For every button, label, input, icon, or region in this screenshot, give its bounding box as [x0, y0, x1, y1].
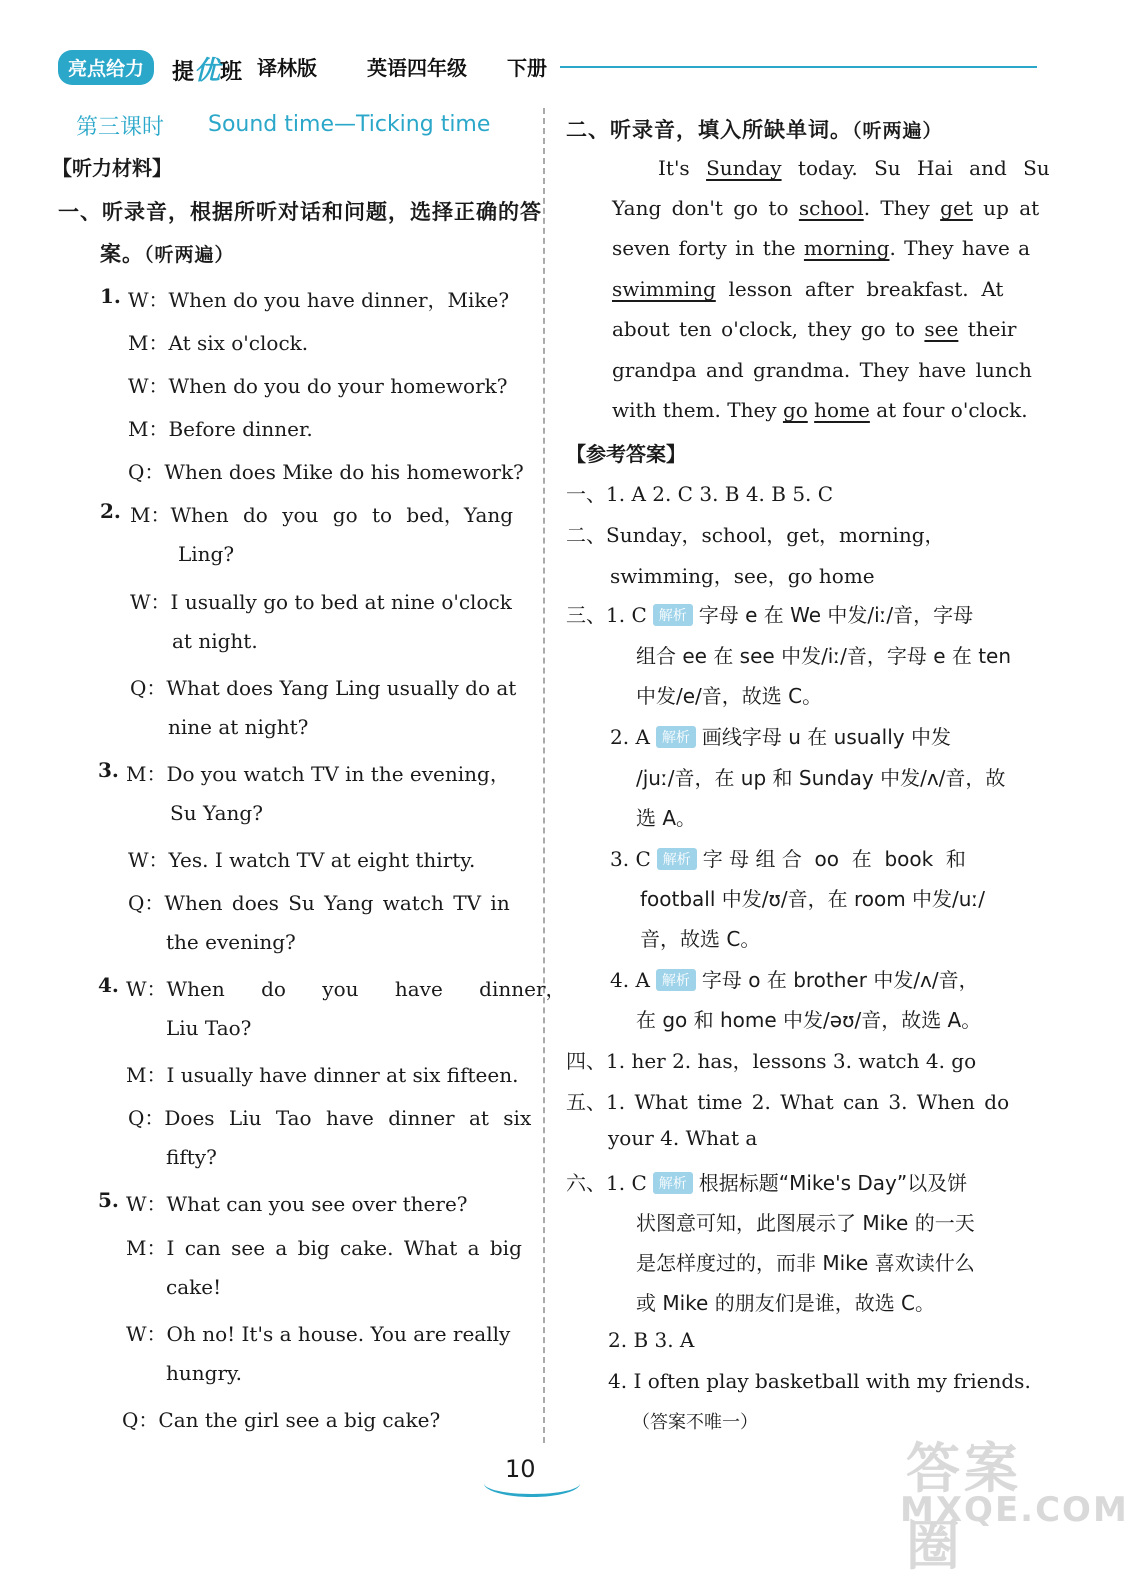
answer-section-1: 一、1. A 2. C 3. B 4. B 5. C: [566, 482, 834, 506]
material-heading: 【听力材料】: [52, 156, 172, 180]
answer-6-2: 2. B 3. A: [608, 1328, 695, 1352]
passage-line: It's Sunday today. Su Hai and Su: [658, 156, 1050, 180]
dialogue-line: W：When do you have dinner，: [126, 977, 566, 1001]
dialogue-line: M：I usually have dinner at six fifteen.: [126, 1063, 519, 1087]
dialogue-question: Q：When does Su Yang watch TV in: [128, 891, 510, 915]
answer-note: （答案不唯一）: [632, 1412, 758, 1433]
answer-6-4: 4. I often play basketball with my friends.: [608, 1369, 1031, 1393]
dialogue-number: 5.: [98, 1188, 119, 1212]
analysis-badge: 解析: [657, 848, 697, 870]
passage-line: grandpa and grandma. They have lunch: [612, 358, 1032, 382]
analysis-text: 或 Mike 的朋友们是谁，故选 C。: [636, 1291, 936, 1315]
answers-heading: 【参考答案】: [566, 442, 686, 466]
series-name: 提优班: [172, 56, 243, 86]
answer-3-1: 三、1. C 解析 字母 e 在 We 中发/iː/音，字母: [566, 603, 974, 627]
analysis-badge: 解析: [656, 969, 696, 991]
answer-section-4: 四、1. her 2. has，lessons 3. watch 4. go: [566, 1049, 977, 1073]
analysis-text: 选 A。: [636, 806, 697, 830]
edition: 译林版: [257, 56, 317, 80]
lesson-title: Sound time—Ticking time: [208, 112, 491, 137]
dialogue-line: W：When do you have dinner，Mike?: [128, 288, 510, 312]
dialogue-question: nine at night?: [168, 715, 309, 739]
analysis-badge: 解析: [656, 726, 696, 748]
dialogue-number: 4.: [98, 973, 119, 997]
subject: 英语四年级: [367, 56, 467, 80]
dialogue-line: M：I can see a big cake. What a big: [126, 1236, 522, 1260]
q2-heading: 二、听录音，填入所缺单词。（听两遍）: [566, 118, 943, 142]
q1-heading-cont: 案。（听两遍）: [100, 242, 235, 266]
analysis-text: 是怎样度过的，而非 Mike 喜欢读什么: [636, 1251, 975, 1275]
dialogue-number: 3.: [98, 758, 119, 782]
dialogue-line: W：What can you see over there?: [126, 1192, 468, 1216]
dialogue-line: M：Before dinner.: [128, 417, 313, 441]
analysis-text: /juː/音，在 up 和 Sunday 中发/ʌ/音，故: [636, 766, 1006, 790]
analysis-text: 音，故选 C。: [640, 927, 761, 951]
dialogue-question: the evening?: [166, 930, 296, 954]
dialogue-line: Su Yang?: [170, 801, 263, 825]
dialogue-question: Q：What does Yang Ling usually do at: [130, 676, 517, 700]
answer-3-4: 4. A 解析 字母 o 在 brother 中发/ʌ/音，: [610, 968, 979, 992]
answer-6-1: 六、1. C 解析 根据标题“Mike's Day”以及饼: [566, 1171, 968, 1195]
dialogue-line: Liu Tao?: [166, 1016, 252, 1040]
column-divider: [543, 108, 545, 1443]
answer-section-5-cont: your 4. What a: [608, 1126, 758, 1150]
analysis-badge: 解析: [653, 604, 693, 626]
analysis-text: 组合 ee 在 see 中发/iː/音，字母 e 在 ten: [636, 644, 1012, 668]
dialogue-line: W：I usually go to bed at nine o'clock: [130, 590, 512, 614]
dialogue-question: fifty?: [166, 1145, 217, 1169]
dialogue-line: W：When do you do your homework?: [128, 374, 508, 398]
brand-logo: 亮点给力: [58, 50, 154, 85]
dialogue-question: Q：Can the girl see a big cake?: [122, 1408, 441, 1432]
volume: 下册: [507, 56, 547, 80]
dialogue-line: Ling?: [178, 542, 235, 566]
dialogue-question: Q：When does Mike do his homework?: [128, 460, 524, 484]
analysis-text: 中发/e/音，故选 C。: [636, 684, 823, 708]
dialogue-question: Q：Does Liu Tao have dinner at six: [128, 1106, 532, 1130]
dialogue-line: hungry.: [166, 1361, 243, 1385]
header-rule: [560, 66, 1037, 68]
passage-line: Yang don't go to school. They get up at: [612, 196, 1040, 220]
dialogue-line: M：When do you go to bed，Yang: [130, 503, 514, 527]
dialogue-line: M：At six o'clock.: [128, 331, 309, 355]
dialogue-line: at night.: [172, 629, 258, 653]
analysis-text: 在 go 和 home 中发/əʊ/音，故选 A。: [636, 1008, 982, 1032]
analysis-badge: 解析: [653, 1172, 693, 1194]
answer-section-2-cont: swimming，see，go home: [610, 564, 875, 588]
passage-line: with them. They go home at four o'clock.: [612, 398, 1028, 422]
answer-section-5: 五、1. What time 2. What can 3. When do: [566, 1090, 1010, 1114]
passage-line: seven forty in the morning. They have a: [612, 236, 1031, 260]
passage-line: about ten o'clock, they go to see their: [612, 317, 1017, 341]
watermark-url: MXQE.COM: [900, 1490, 1129, 1530]
q1-heading: 一、听录音，根据所听对话和问题，选择正确的答: [58, 200, 542, 224]
dialogue-line: M：Do you watch TV in the evening，: [126, 762, 510, 786]
page-header: [52, 48, 1037, 84]
answer-section-2: 二、Sunday，school，get，morning，: [566, 523, 945, 547]
passage-line: swimming lesson after breakfast. At: [612, 277, 1004, 301]
answer-3-2: 2. A 解析 画线字母 u 在 usually 中发: [610, 725, 951, 749]
dialogue-number: 2.: [100, 499, 121, 523]
dialogue-line: cake!: [166, 1275, 222, 1299]
analysis-text: 状图意可知，此图展示了 Mike 的一天: [636, 1211, 975, 1235]
lesson-label: 第三课时: [76, 115, 165, 140]
dialogue-line: W：Yes. I watch TV at eight thirty.: [128, 848, 476, 872]
answer-3-3: 3. C 解析 字 母 组 合 oo 在 book 和: [610, 847, 966, 871]
watermark: 答案圈: [906, 1437, 1022, 1577]
page-number: 10: [505, 1455, 536, 1483]
dialogue-line: W：Oh no! It's a house. You are really: [126, 1322, 511, 1346]
dialogue-number: 1.: [100, 284, 121, 308]
analysis-text: football 中发/ʊ/音，在 room 中发/uː/: [640, 887, 985, 911]
